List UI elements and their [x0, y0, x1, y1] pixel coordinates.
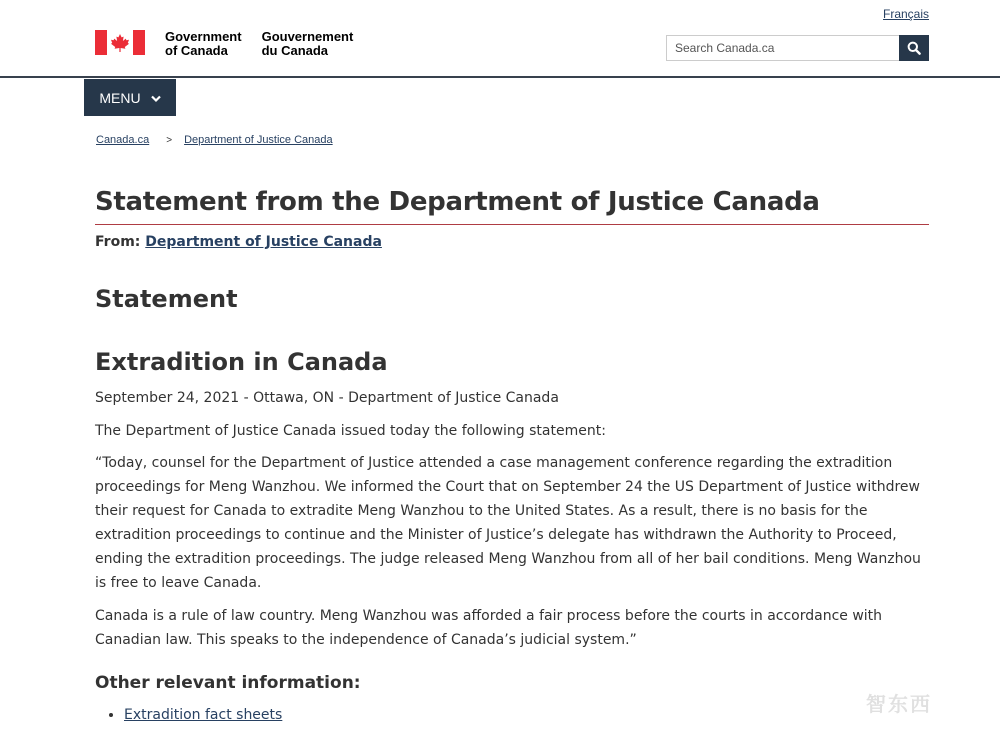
search-icon	[907, 41, 921, 55]
menu-button[interactable]	[84, 79, 176, 116]
search-button[interactable]	[899, 35, 929, 61]
from-department-link[interactable]: Department of Justice Canada	[145, 234, 382, 250]
statement-paragraph-2: Canada is a rule of law country. Meng Wanzhou was afforded a fair process before the courts in accordance with Canadian law. This speaks to the independence of Canada’s judicial system.”	[95, 608, 883, 648]
wordmark-fr-line2: du Canada	[261, 43, 329, 58]
wordmark-fr-line1: Gouvernement	[261, 29, 354, 44]
dateline: September 24, 2021 - Ottawa, ON - Department of Justice Canada	[95, 390, 559, 406]
breadcrumb-separator: >	[166, 134, 173, 146]
from-line	[95, 234, 382, 250]
section-heading-statement: Statement	[95, 285, 238, 313]
language-toggle-link[interactable]: Français	[883, 7, 930, 21]
chevron-down-icon	[151, 90, 161, 106]
breadcrumb-department-of-justice[interactable]: Department of Justice Canada	[184, 134, 333, 146]
menu-label: MENU	[99, 89, 141, 106]
wordmark-french	[262, 30, 354, 58]
header-divider	[0, 76, 1000, 78]
intro-paragraph: The Department of Justice Canada issued today the following statement:	[95, 423, 606, 439]
page-title: Statement from the Department of Justice Canada	[95, 187, 820, 217]
title-underline	[95, 224, 929, 225]
wordmark-en-line2: of Canada	[165, 43, 228, 58]
from-label: From:	[95, 234, 141, 250]
extradition-fact-sheets-link[interactable]: Extradition fact sheets	[124, 707, 283, 723]
related-links-list	[95, 705, 282, 725]
watermark-logo: 智东西	[866, 692, 932, 716]
breadcrumb-canada-ca[interactable]: Canada.ca	[96, 134, 150, 146]
breadcrumb	[96, 134, 333, 146]
canada-flag-icon	[95, 30, 145, 55]
subheading-extradition: Extradition in Canada	[95, 348, 388, 376]
search-input[interactable]: Search Canada.ca	[666, 35, 899, 61]
wordmark-en-line1: Government	[165, 29, 242, 44]
related-info-heading: Other relevant information:	[95, 673, 361, 693]
wordmark-english	[165, 30, 242, 58]
government-signature[interactable]	[95, 30, 353, 58]
list-item	[124, 705, 282, 725]
statement-paragraph-1: “Today, counsel for the Department of Justice attended a case management conference regarding the extradition proceedings for Meng Wanzhou. We informed the Court that on September 24 the US Department of Justice withdrew their request for Canada to extradite Meng Wanzhou to the United States. As a result, there is no basis for the extradition proceedings to continue and the Minister of Justice’s delegate has withdrawn the Authority to Proceed, ending the extradition proceedings. The judge released Meng Wanzhou from all of her bail conditions. Meng Wanzhou is free to leave Canada.	[95, 455, 921, 591]
site-search	[666, 35, 929, 61]
